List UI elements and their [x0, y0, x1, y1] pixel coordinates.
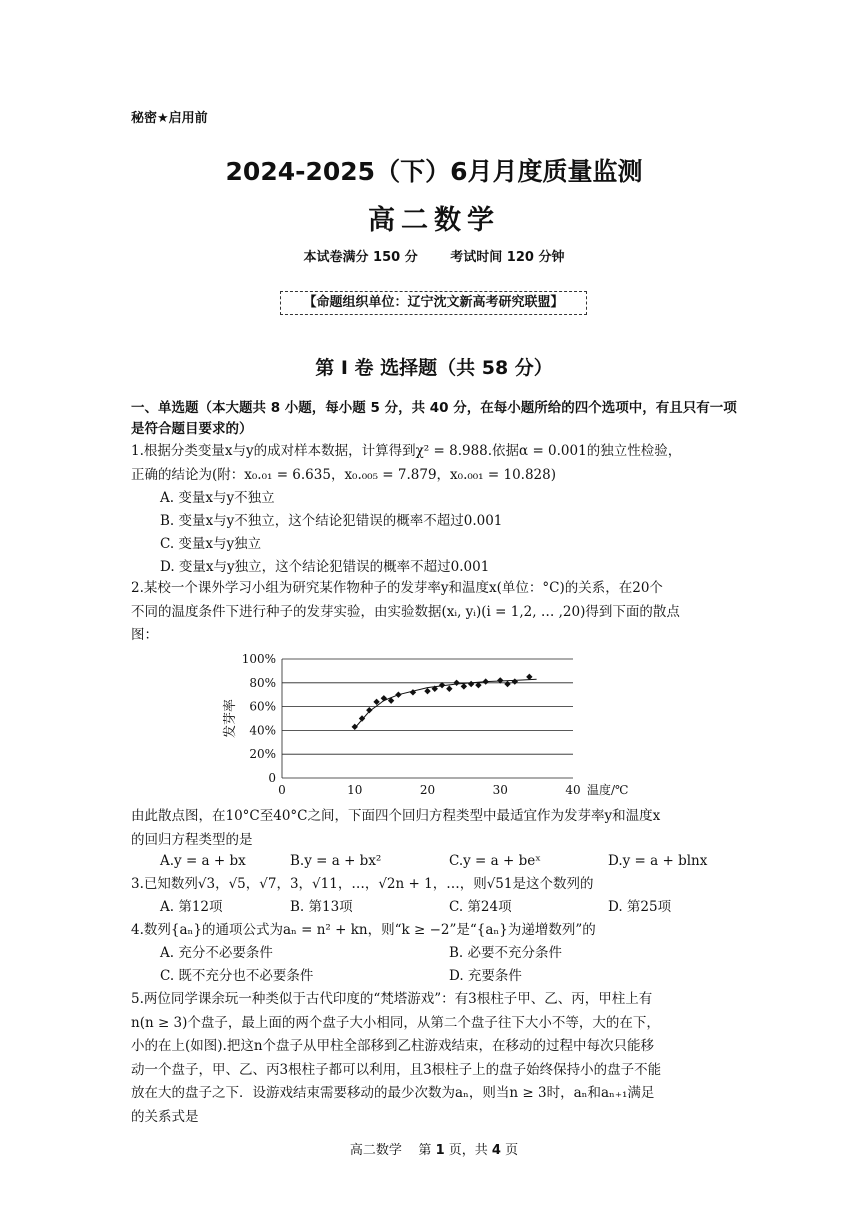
- data-point: [359, 715, 365, 721]
- q1-stem-line2: 正确的结论为(附：x₀.₀₁ = 6.635，x₀.₀₀₅ = 7.879，x₀.₀₀₁ = 10.828): [131, 466, 556, 483]
- q4-stem: 4.数列{aₙ}的通项公式为aₙ = n² + kn，则“k ≥ −2”是“{aₙ}为递增数列”的: [131, 922, 596, 938]
- q1-option-b: B. 变量x与y不独立，这个结论犯错误的概率不超过0.001: [160, 513, 503, 529]
- question-1: [131, 440, 741, 487]
- question-2: [131, 577, 741, 648]
- y-tick-label: 20%: [249, 747, 276, 762]
- footer-page-number: 1: [435, 1143, 445, 1158]
- q2-after-line2: 的回归方程类型的是: [131, 831, 253, 848]
- q1-stem-line1: 1.根据分类变量x与y的成对样本数据，计算得到χ² = 8.988.依据α = 0.001的独立性检验，: [131, 443, 682, 459]
- q3-stem: 3.已知数列√3，√5，√7，3，√11，…，√2n + 1，…，则√51是这个数列的: [131, 876, 594, 892]
- score-info: 本试卷满分 150 分: [303, 250, 418, 265]
- x-tick-label: 0: [278, 783, 286, 797]
- q1-option-d: D. 变量x与y独立，这个结论犯错误的概率不超过0.001: [160, 559, 490, 575]
- q4-option-d: D. 充要条件: [449, 968, 522, 984]
- x-axis-label: 温度/℃: [587, 783, 629, 797]
- q2-stem-line3: 图：: [131, 627, 158, 643]
- data-point: [352, 724, 358, 730]
- data-points: [352, 674, 533, 730]
- germination-scatter-chart: [210, 645, 670, 801]
- section-instructions: 一、单选题（本大题共 8 小题，每小题 5 分，共 40 分，在每小题所给的四个选项中，有且只有一项是符合题目要求的）: [131, 400, 737, 437]
- q2-option-d: D.y = a + blnx: [608, 853, 708, 869]
- y-tick-labels: [242, 652, 276, 785]
- data-point: [512, 678, 518, 684]
- exam-title: 2024-2025（下）6月月度质量监测: [225, 157, 643, 186]
- q3-option-c: C. 第24项: [449, 899, 512, 915]
- y-tick-label: 80%: [249, 675, 276, 690]
- data-point: [468, 681, 474, 687]
- y-tick-label: 100%: [241, 652, 276, 666]
- data-point: [381, 695, 387, 701]
- q3-option-d: D. 第25项: [608, 899, 672, 915]
- q5-line4: 动一个盘子，甲、乙、丙3根柱子都可以利用，且3根柱子上的盘子始终保持小的盘子不能: [131, 1061, 662, 1078]
- q1-option-c: C. 变量x与y独立: [160, 536, 262, 552]
- q2-option-a: A.y = a + bx: [160, 853, 246, 869]
- q3-option-b: B. 第13项: [290, 899, 353, 915]
- part-title: 第 I 卷 选择题（共 58 分）: [315, 357, 553, 379]
- q2-after-line1: 由此散点图，在10°C至40°C之间，下面四个回归方程类型中最适宜作为发芽率y和温度x: [131, 808, 661, 824]
- footer-page-prefix: 第: [418, 1143, 432, 1158]
- data-point: [504, 681, 510, 687]
- q3-option-a: A. 第12项: [160, 899, 223, 915]
- chart-gridlines: [282, 659, 573, 754]
- x-tick-label: 20: [419, 783, 436, 797]
- data-point: [453, 680, 459, 686]
- q5-line5: 放在大的盘子之下．设游戏结束需要移动的最少次数为aₙ，则当n ≥ 3时，aₙ和aₙ₊₁满足: [131, 1085, 655, 1101]
- q4-option-c: C. 既不充分也不必要条件: [160, 968, 314, 984]
- exam-subject: 高二数学: [368, 205, 500, 236]
- footer-page-suffix: 页: [505, 1143, 519, 1158]
- question-3: [131, 873, 741, 897]
- organizer-box: 【命题组织单位：辽宁沈文新高考研究联盟】: [280, 291, 587, 315]
- y-tick-label: 0: [268, 771, 276, 785]
- question-4: [131, 919, 741, 943]
- y-axis-label: 发芽率: [223, 698, 238, 739]
- x-tick-labels: [278, 783, 580, 797]
- q2-option-b: B.y = a + bx²: [290, 853, 382, 869]
- q2-option-c: C.y = a + beˣ: [449, 853, 541, 869]
- data-point: [395, 692, 401, 698]
- data-point: [446, 686, 452, 692]
- x-tick-label: 10: [347, 783, 363, 797]
- q4-option-a: A. 充分不必要条件: [160, 945, 273, 961]
- footer-subject: 高二数学: [349, 1143, 402, 1158]
- exam-info: [0, 246, 868, 265]
- data-point: [424, 688, 430, 694]
- q5-line6: 的关系式是: [131, 1108, 199, 1125]
- footer-page-total: 4: [491, 1143, 501, 1158]
- q2-stem-line1: 2.某校一个课外学习小组为研究某作物种子的发芽率y和温度x(单位：°C)的关系，在20个: [131, 580, 663, 596]
- data-point: [461, 683, 467, 689]
- question-5: [131, 988, 741, 1129]
- y-tick-label: 40%: [249, 723, 276, 738]
- data-point: [483, 678, 489, 684]
- question-2-continued: [131, 805, 741, 852]
- trend-curve: [355, 679, 537, 728]
- q4-option-b: B. 必要不充分条件: [449, 945, 563, 961]
- page-footer: [0, 1139, 868, 1158]
- data-point: [366, 707, 372, 713]
- x-tick-label: 40: [565, 783, 581, 797]
- q1-option-a: A. 变量x与y不独立: [160, 490, 275, 506]
- time-info: 考试时间 120 分钟: [450, 250, 565, 265]
- q5-line3: 小的在上(如图).把这n个盘子从甲柱全部移到乙柱游戏结束，在移动的过程中每次只能移: [131, 1038, 655, 1054]
- y-tick-label: 60%: [249, 699, 276, 714]
- x-tick-label: 30: [492, 783, 508, 797]
- q5-line1: 5.两位同学课余玩一种类似于古代印度的“梵塔游戏”：有3根柱子甲、乙、丙，甲柱上有: [131, 991, 653, 1007]
- q2-stem-line2: 不同的温度条件下进行种子的发芽实验，由实验数据(xᵢ, yᵢ)(i = 1,2, … ,20)得到下面的散点: [131, 603, 680, 620]
- confidential-mark: 秘密★启用前: [131, 111, 208, 126]
- footer-page-mid: 页，共: [448, 1143, 488, 1158]
- q5-line2: n(n ≥ 3)个盘子，最上面的两个盘子大小相同，从第二个盘子往下大小不等，大的在下，: [131, 1014, 660, 1031]
